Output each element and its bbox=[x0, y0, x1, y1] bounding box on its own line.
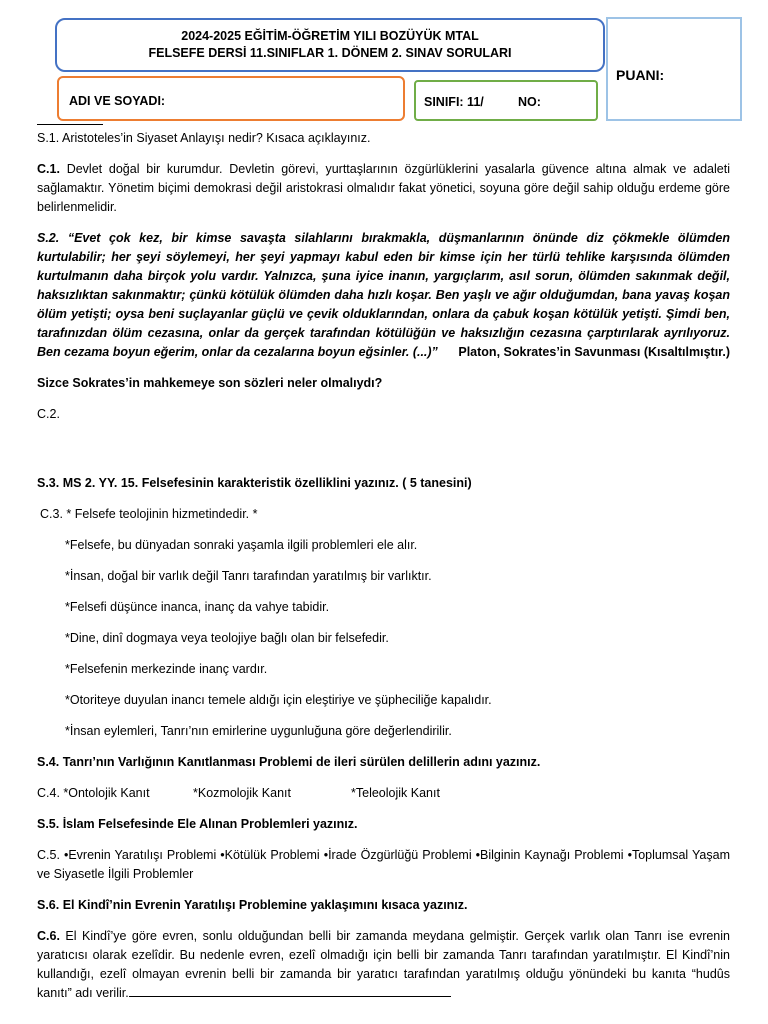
score-field[interactable] bbox=[606, 17, 742, 121]
question-1: S.1. Aristoteles’in Siyaset Anlayışı nedir? Kısaca açıklayınız. bbox=[37, 131, 371, 145]
list-item: *Otoriteye duyulan inancı temele aldığı için eleştiriye ve şüpheciliğe kapalıdır. bbox=[65, 693, 492, 707]
list-item: *İnsan, doğal bir varlık değil Tanrı tarafından yaratılmış bir varlıktır. bbox=[65, 569, 432, 583]
answer-4-item-3: *Teleolojik Kanıt bbox=[351, 786, 440, 800]
list-item: *Felsefenin merkezinde inanç vardır. bbox=[65, 662, 268, 676]
answer-1-text: Devlet doğal bir kurumdur. Devletin görevi, yurttaşlarının özgürlüklerini yasalarla güvence altına almak ve adaleti sağlamaktır. Yönetim biçimi demokrasi değil aristokrasi olmalıdır fakat yönetici, soyuna göre değil sahip olduğu erdeme göre belirlenmelidir. bbox=[37, 162, 730, 214]
question-3: S.3. MS 2. YY. 15. Felsefesinin karakteristik özelliklini yazınız. ( 5 tanesini) bbox=[37, 476, 472, 490]
class-number-field[interactable] bbox=[414, 80, 598, 121]
answer-4-item-2: *Kozmolojik Kanıt bbox=[193, 786, 291, 800]
list-item: *Felsefe, bu dünyadan sonraki yaşamla ilgili problemleri ele alır. bbox=[65, 538, 418, 552]
answer-4-item-1: C.4. *Ontolojik Kanıt bbox=[37, 786, 150, 800]
answer-3-list bbox=[37, 536, 730, 741]
exam-title-line2: FELSEFE DERSİ 11.SINIFLAR 1. DÖNEM 2. SINAV SORULARI bbox=[148, 46, 512, 60]
question-6: S.6. El Kindî’nin Evrenin Yaratılışı Problemine yaklaşımını kısaca yazınız. bbox=[37, 898, 468, 912]
answer-4 bbox=[37, 784, 730, 803]
answer-5: C.5. •Evrenin Yaratılışı Problemi •Kötülük Problemi •İrade Özgürlüğü Problemi •Bilginin Kaynağı Problemi •Toplumsal Yaşam ve Siyasetle İlgili Problemler bbox=[37, 848, 730, 881]
quote-text: S.2. “Evet çok kez, bir kimse savaşta silahlarını bırakmakla, düşmanlarının önünde diz çökmekle ölümden kurtulabilir; her şeyi söylemeyi, her şeyi yapmayı kabul eden bir kimse için her türlü tehlike karşısında ölümden kurtulmanın daha birçok yolu vardır. Yalnızca, şuna iyice inanın, yargıçlarım, asıl sorun, ölümden sakınmak değil, haksızlıktan sakınmaktır; çünkü kötülük ölümden daha hızlı koşar. Ben yaşlı ve ağır olduğumdan, bana yavaş koşan ölüm yetişti; oysa beni suçlayanlar güçlü ve çevik olduklarından, onlara da çabuk koşan kötülük yetişti. Şimdi ben, tarafınızdan ölüm cezasına, onlar da gerçek tarafından kötülüğün ve haksızlığın cezasına çarptırılarak ayrılıyoruz. Ben cezama boyun eğerim, onlar da cezalarına boyun eğsinler. (...)” bbox=[37, 231, 730, 359]
list-item: *Felsefi düşünce inanca, inanç da vahye tabidir. bbox=[65, 600, 330, 614]
question-2: Sizce Sokrates’in mahkemeye son sözleri neler olmalıydı? bbox=[37, 376, 383, 390]
answer-6-text: El Kindî’ye göre evren, sonlu olduğundan belli bir zamanda meydana gelmiştir. Gerçek varlık olan Tanrı ise evrenin yaratıcısı olarak ezelîdir. Bu nedenle evren, ezelî olmadığı için belli bir zamanda Tanrı tarafından yaratılmıştır. El Kindî’nin kullandığı, ezelî olmayan evrenin belli bir zamanda bir yaratıcı tarafından yaratılmış olduğu yönündeki bu kanıta “hudûs kanıtı” adı verilir. bbox=[37, 929, 730, 1000]
answer-3-first: C.3. * Felsefe teolojinin hizmetindedir. * bbox=[40, 507, 258, 521]
answer-blank-line bbox=[129, 985, 451, 997]
class-label: SINIFI: 11/ bbox=[424, 95, 484, 109]
answer-1-prefix: C.1. bbox=[37, 162, 60, 176]
divider-line bbox=[37, 124, 103, 125]
question-5: S.5. İslam Felsefesinde Ele Alınan Problemleri yazınız. bbox=[37, 817, 358, 831]
score-label: PUANI: bbox=[616, 67, 665, 83]
answer-2-prefix: C.2. bbox=[37, 407, 60, 421]
answer-6-prefix: C.6. bbox=[37, 929, 60, 943]
quote-source: Platon, Sokrates’in Savunması (Kısaltılmıştır.) bbox=[458, 345, 730, 359]
list-item: *Dine, dinî dogmaya veya teolojiye bağlı olan bir felsefedir. bbox=[65, 631, 389, 645]
list-item: *İnsan eylemleri, Tanrı’nın emirlerine uygunluğuna göre değerlendirilir. bbox=[65, 724, 452, 738]
student-name-field[interactable] bbox=[57, 76, 405, 121]
answer-2-space bbox=[37, 436, 730, 474]
exam-content bbox=[37, 124, 730, 1015]
student-no-label: NO: bbox=[518, 95, 541, 109]
exam-title-box bbox=[55, 18, 605, 72]
name-label: ADI VE SOYADI: bbox=[69, 94, 166, 108]
answer-6 bbox=[37, 927, 730, 1003]
exam-title-line1: 2024-2025 EĞİTİM-ÖĞRETİM YILI BOZÜYÜK MTAL bbox=[181, 29, 479, 43]
question-2-quote bbox=[37, 229, 730, 362]
question-4: S.4. Tanrı’nın Varlığının Kanıtlanması Problemi de ileri sürülen delillerin adını yazınız. bbox=[37, 755, 541, 769]
answer-1 bbox=[37, 160, 730, 217]
